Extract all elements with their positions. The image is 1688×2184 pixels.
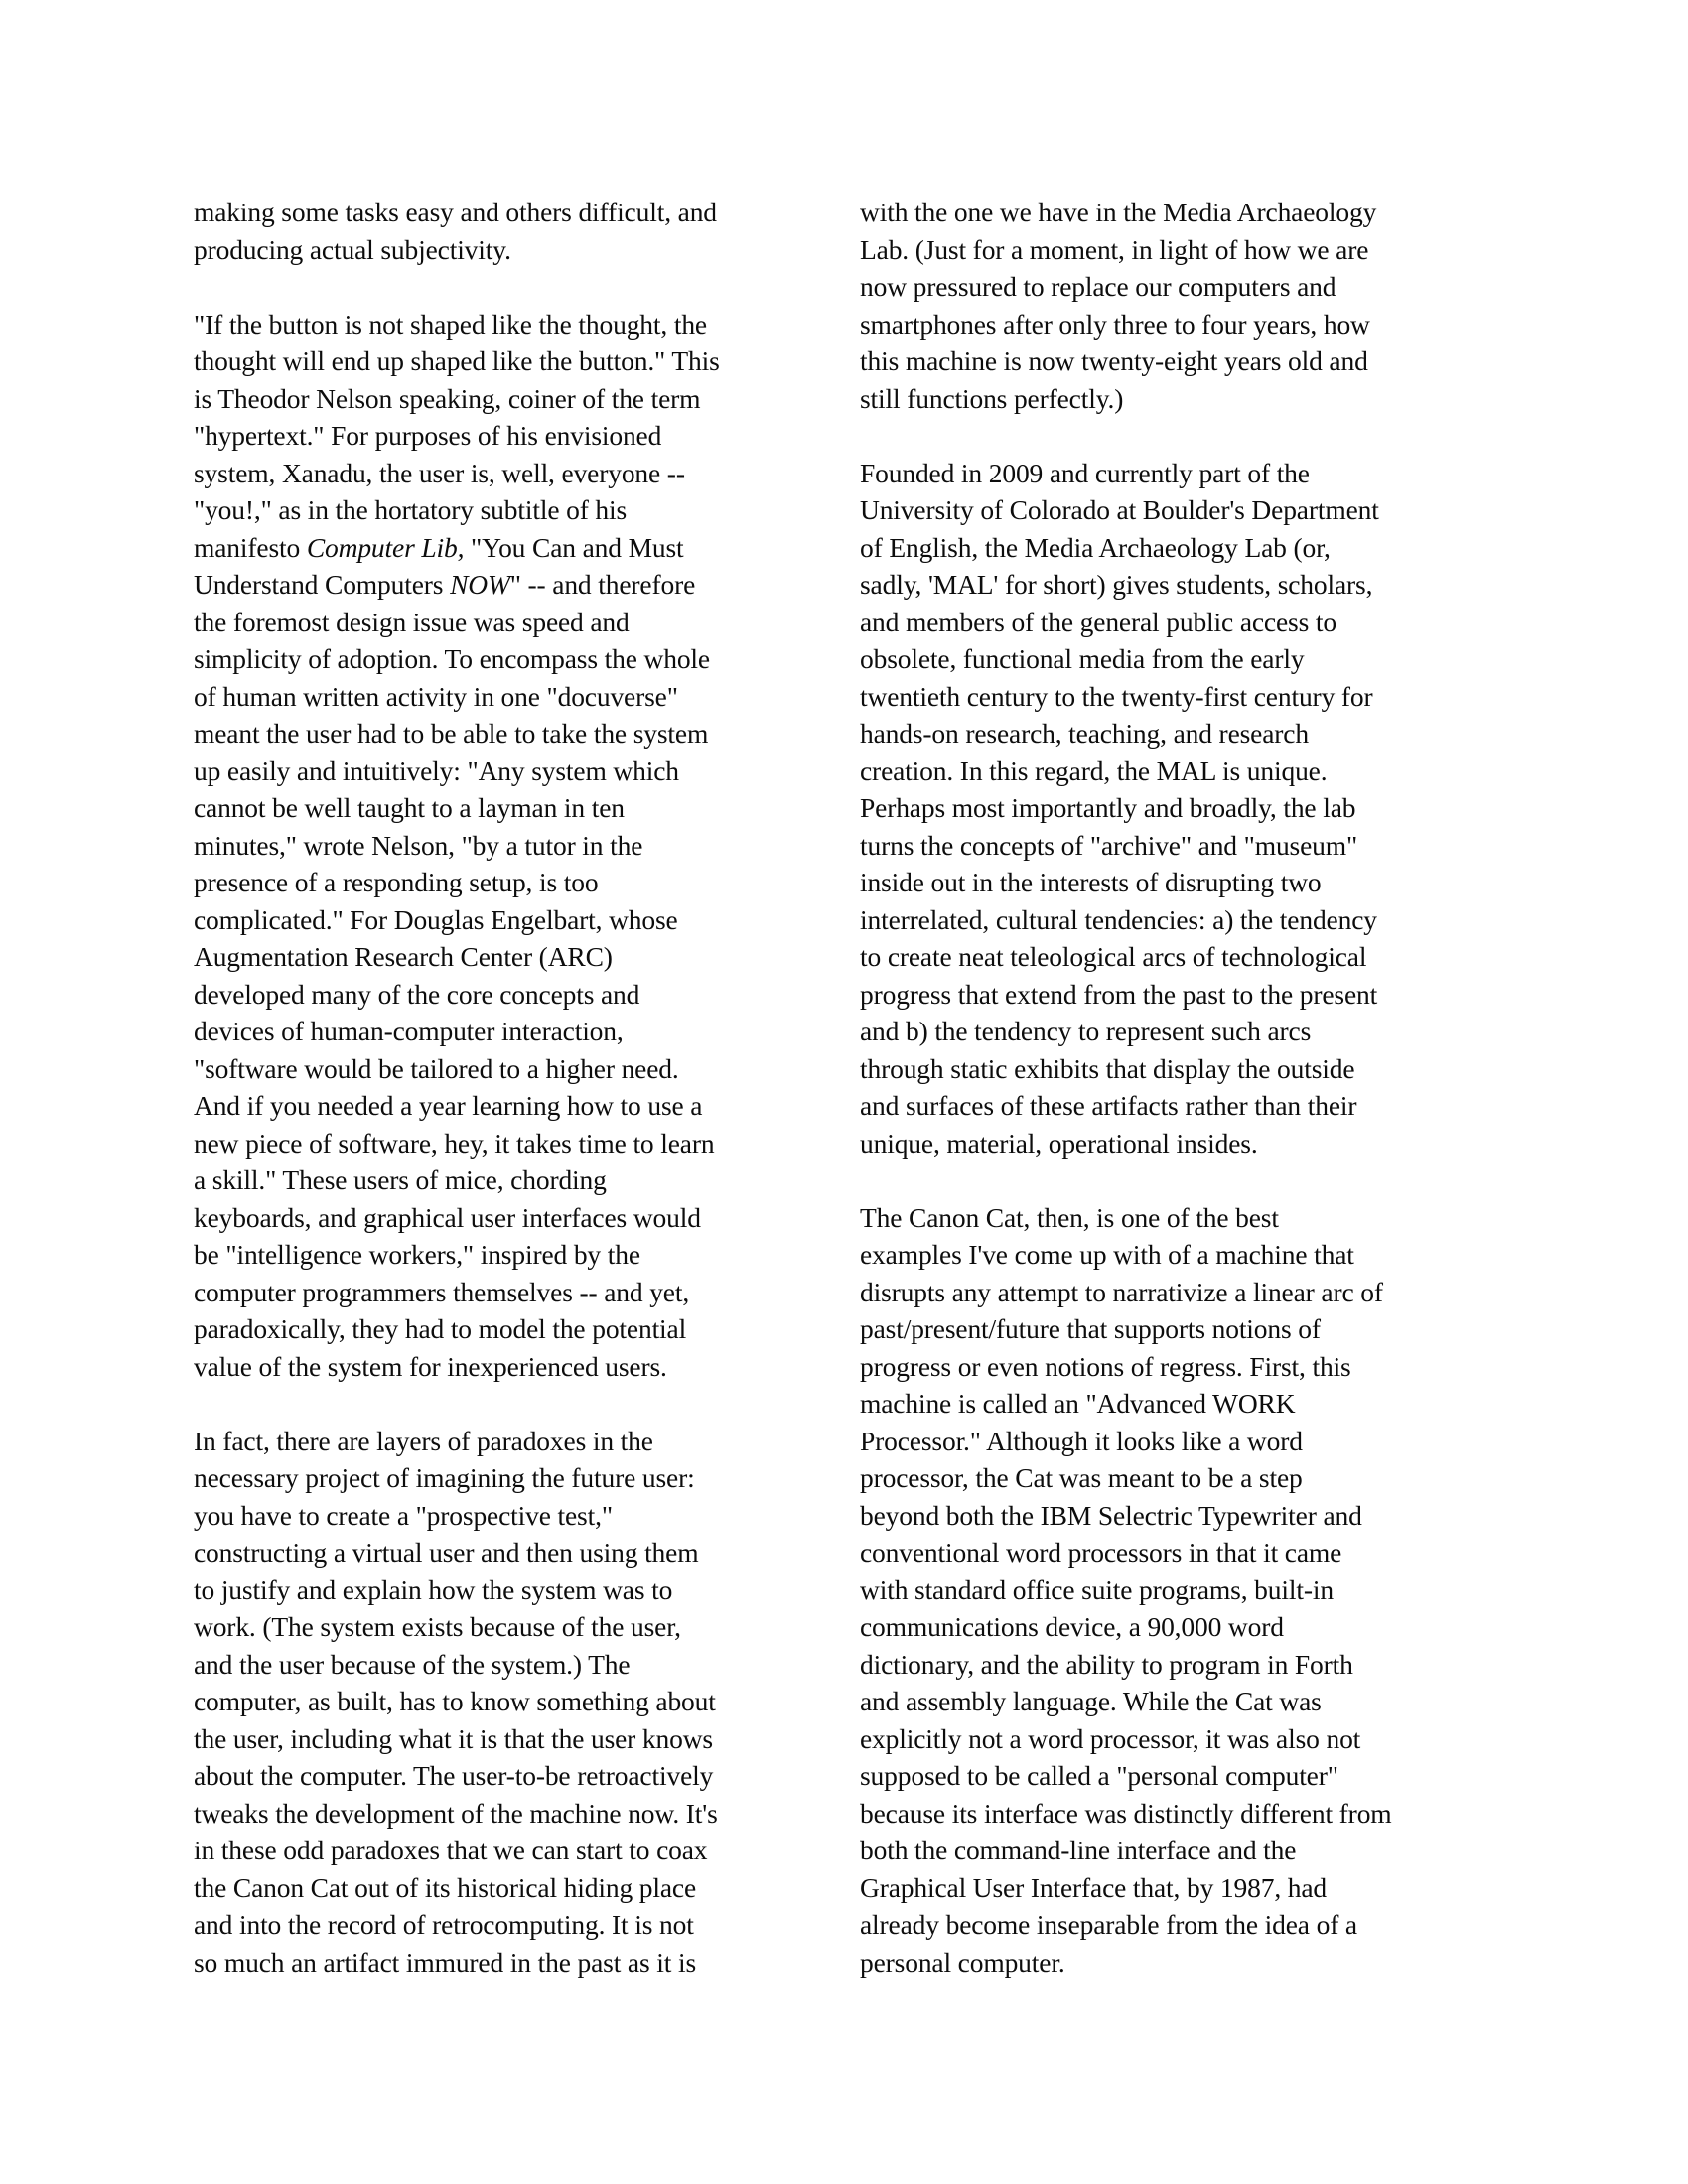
- paragraph: The Canon Cat, then, is one of the best examples I've come up with of a machine that disrupts any attempt to narrativize a linear arc of past/present/future that supports notions of progress or even notions of regress. First, this machine is called an "Advanced WORK Processor." Although it looks like a word processor, the Cat was meant to be a step beyond both the IBM Selectric Typewriter and conventional word processors in that it came with standard office suite programs, built-in communications device, a 90,000 word dictionary, and the ability to program in Forth and assembly language. While the Cat was explicitly not a word processor, it was also not supposed to be called a "personal computer" because its interface was distinctly different from both the command-line interface and the Graphical User Interface that, by 1987, had already become inseparable from the idea of a personal computer.: [860, 1201, 1392, 1978]
- paragraph: Founded in 2009 and currently part of the University of Colorado at Boulder's Department of English, the Media Archaeology Lab (or, sadly, 'MAL' for short) gives students, scholars, and members of the general public access to obsolete, functional media from the early twentieth century to the twenty-first century for hands-on research, teaching, and research creation. In this regard, the MAL is unique. Perhaps most importantly and broadly, the lab turns the concepts of "archive" and "museum" inside out in the interests of disrupting two interrelated, cultural tendencies: a) the tendency to create neat teleological arcs of technological progress that extend from the past to the present and b) the tendency to represent such arcs through static exhibits that display the outside and surfaces of these artifacts rather than their unique, material, operational insides.: [860, 457, 1379, 1159]
- left-column: [194, 194, 839, 1980]
- paragraph: making some tasks easy and others difficult, and producing actual subjectivity.: [194, 197, 717, 265]
- paragraph: In fact, there are layers of paradoxes in the necessary project of imagining the future user: you have to create a "prospective test," constructing a virtual user and then using them to justify and explain how the system was to work. (The system exists because of the user, and the user because of the system.) The computer, as built, has to know something about the user, including what it is that the user knows about the computer. The user-to-be retroactively tweaks the development of the machine now. It's in these odd paradoxes that we can start to coax the Canon Cat out of its historical hiding place and into the record of retrocomputing. It is not so much an artifact immured in the past as it is: [194, 1425, 718, 1978]
- right-column: [860, 194, 1505, 1980]
- paragraph: "If the button is not shaped like the thought, the thought will end up shaped like the button." This is Theodor Nelson speaking, coiner of the term "hypertext." For purposes of his envisioned system, Xanadu, the user is, well, everyone -- "you!," as in the hortatory subtitle of his manifesto Computer Lib, "You Can and Must Understand Computers NOW" -- and therefore the foremost design issue was speed and simplicity of adoption. To encompass the whole of human written activity in one "docuverse" meant the user had to be able to take the system up easily and intuitively: "Any system which cannot be well taught to a layman in ten minutes," wrote Nelson, "by a tutor in the presence of a responding setup, is too complicated." For Douglas Engelbart, whose Augmentation Research Center (ARC) developed many of the core concepts and devices of human-computer interaction, "software would be tailored to a higher need. And if you needed a year learning how to use a new piece of software, hey, it takes time to learn a skill." These users of mice, chording keyboards, and graphical user interfaces would be "intelligence workers," inspired by the computer programmers themselves -- and yet, paradoxically, they had to model the potential value of the system for inexperienced users.: [194, 308, 720, 1382]
- paragraph: with the one we have in the Media Archaeology Lab. (Just for a moment, in light of how we are now pressured to replace our computers and smartphones after only three to four years, how this machine is now twenty-eight years old and still functions perfectly.): [860, 197, 1377, 414]
